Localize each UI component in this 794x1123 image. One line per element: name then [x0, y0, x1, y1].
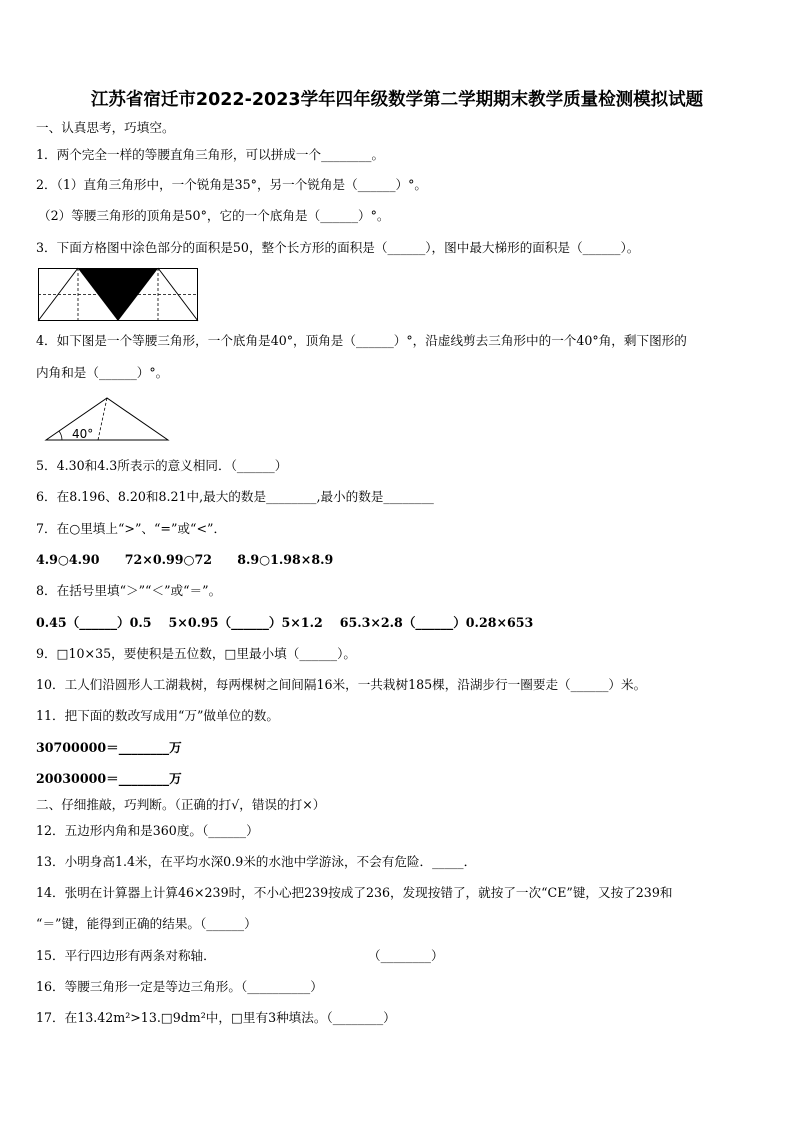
- question-12: 12．五边形内角和是360度。（______）: [36, 823, 259, 838]
- question-8-items: 0.45（______）0.5 5×0.95（______）5×1.2 65.3×2.8（______）0.28×653: [36, 615, 534, 630]
- question-14-line-2: “＝”键，能得到正确的结果。（______）: [36, 916, 257, 931]
- question-15: 15．平行四边形有两条对称轴．: [36, 948, 216, 963]
- question-3: 3．下面方格图中涂色部分的面积是50，整个长方形的面积是（______），图中最大梯形的面积是（______）。: [36, 240, 640, 255]
- question-8: 8．在括号里填“＞”“＜”或“＝”。: [36, 583, 222, 598]
- page-title: 江苏省宿迁市2022-2023学年四年级数学第二学期期末教学质量检测模拟试题: [90, 90, 704, 110]
- question-4-line-2: 内角和是（______）°。: [36, 365, 169, 380]
- question-11: 11．把下面的数改写成用“万”做单位的数。: [36, 708, 279, 723]
- question-7-items: 4.9○4.90 72×0.99○72 8.9○1.98×8.9: [36, 552, 334, 567]
- question-7: 7．在○里填上“>”、“=”或“<”．: [36, 521, 227, 536]
- question-16: 16．等腰三角形一定是等边三角形。（__________）: [36, 979, 323, 994]
- q3-grid-figure: [38, 268, 198, 322]
- question-4-line-1: 4．如下图是一个等腰三角形，一个底角是40°，顶角是（______）°，沿虚线剪去三角形中的一个40°角，剩下图形的: [36, 333, 687, 348]
- question-6: 6．在8.196、8.20和8.21中,最大的数是________,最小的数是________: [36, 489, 434, 504]
- question-5: 5．4.30和4.3所表示的意义相同．（______）: [36, 458, 288, 473]
- question-10: 10．工人们沿圆形人工湖栽树，每两棵树之间间隔16米，一共栽树185棵，沿湖步行一圈要走（______）米。: [36, 677, 647, 692]
- question-13: 13．小明身高1.4米，在平均水深0.9米的水池中学游泳，不会有危险．_____．: [36, 854, 477, 869]
- question-14-line-1: 14．张明在计算器上计算46×239时，不小心把239按成了236，发现按错了，就按了一次“CE”键，又按了239和: [36, 885, 673, 900]
- question-11-a: 30700000＝________万: [36, 740, 182, 755]
- q4-angle-label: 40°: [72, 427, 94, 441]
- section-1-heading: 一、认真思考，巧填空。: [36, 120, 175, 135]
- question-1: 1．两个完全一样的等腰直角三角形，可以拼成一个________。: [36, 147, 385, 162]
- question-15-blank: （________）: [368, 948, 444, 963]
- question-9: 9．□10×35，要使积是五位数，□里最小填（______）。: [36, 646, 356, 661]
- q4-triangle-figure: [44, 396, 170, 442]
- question-2-part-1: 2．（1）直角三角形中，一个锐角是35°，另一个锐角是（______）°。: [36, 177, 427, 192]
- section-2-heading: 二、仔细推敲，巧判断。（正确的打√，错误的打×）: [36, 797, 326, 812]
- question-17: 17．在13.42m²>13.□9dm²中，□里有3种填法。（________）: [36, 1010, 396, 1025]
- question-11-b: 20030000＝________万: [36, 771, 182, 786]
- question-2-part-2: （2）等腰三角形的顶角是50°，它的一个底角是（______）°。: [38, 208, 390, 223]
